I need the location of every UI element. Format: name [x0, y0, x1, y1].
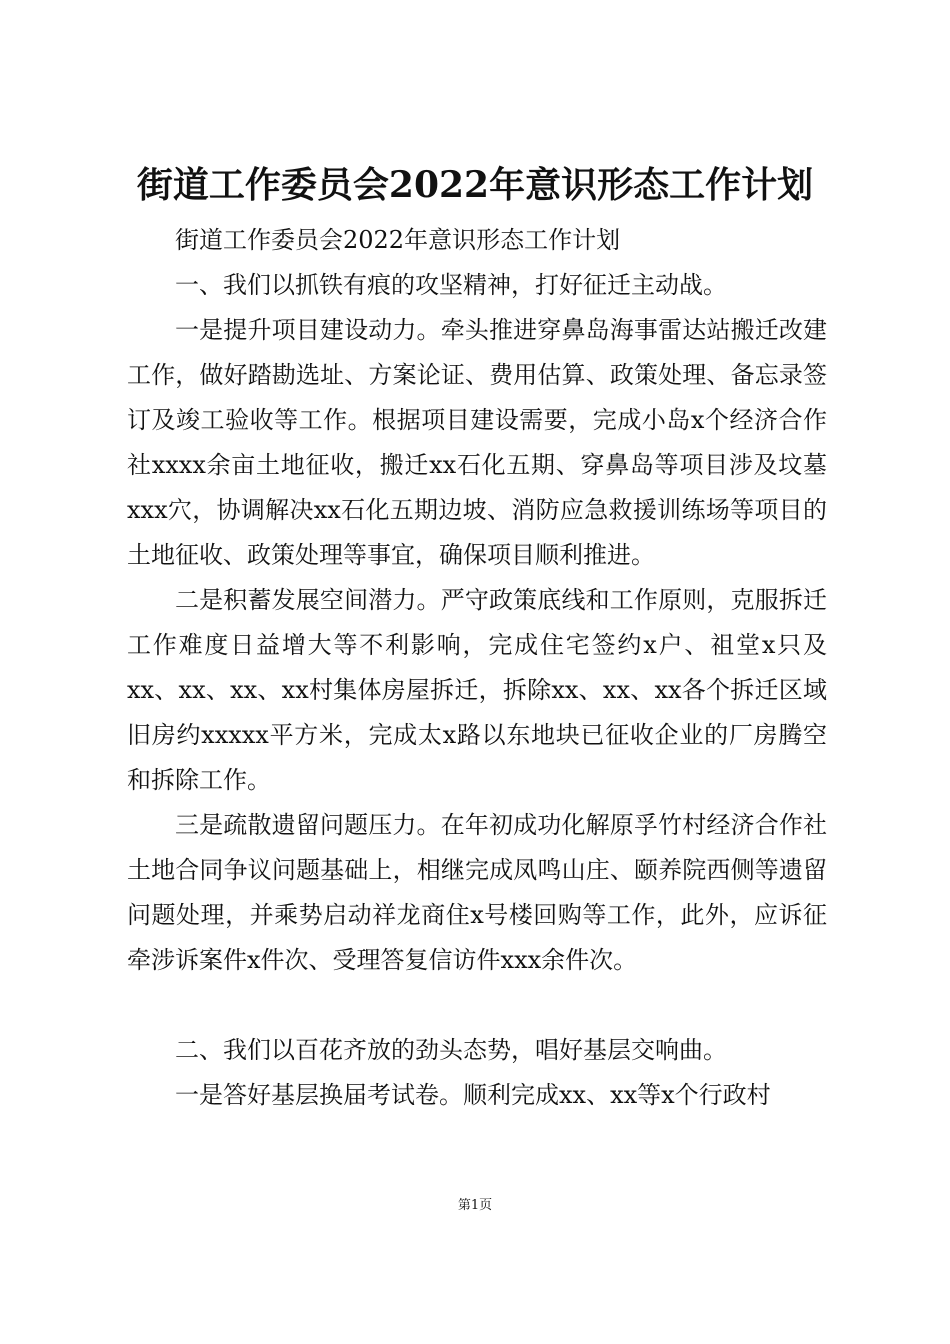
document-title: 街道工作委员会2022年意识形态工作计划 — [136, 164, 814, 206]
document-body — [127, 218, 827, 1118]
page-number: 第1页 — [457, 1198, 493, 1213]
paragraph-section-heading-2: 二、我们以百花齐放的劲头态势，唱好基层交响曲。 — [175, 1036, 727, 1064]
paragraph-item-4: 一是答好基层换届考试卷。顺利完成xx、xx等x个行政村 — [175, 1081, 771, 1109]
paragraph-item-2: 二是积蓄发展空间潜力。严守政策底线和工作原则，克服拆迁工作难度日益增大等不利影响，完成住宅签约x户、祖堂x只及xx、xx、xx、xx村集体房屋拆迁，拆除xx、xx、xx各个拆迁区域旧房约xxxxx平方米，完成太x路以东地块已征收企业的厂房腾空和拆除工作。 — [127, 586, 827, 794]
paragraph-item-1: 一是提升项目建设动力。牵头推进穿鼻岛海事雷达站搬迁改建工作，做好踏勘选址、方案论证、费用估算、政策处理、备忘录签订及竣工验收等工作。根据项目建设需要，完成小岛x个经济合作社xxxx余亩土地征收，搬迁xx石化五期、穿鼻岛等项目涉及坟墓xxx穴，协调解决xx石化五期边坡、消防应急救援训练场等项目的土地征收、政策处理等事宜，确保项目顺利推进。 — [127, 316, 827, 569]
paragraph-section-heading-1: 一、我们以抓铁有痕的攻坚精神，打好征迁主动战。 — [175, 271, 727, 299]
paragraph-item-3: 三是疏散遗留问题压力。在年初成功化解原孚竹村经济合作社土地合同争议问题基础上，相继完成凤鸣山庄、颐养院西侧等遗留问题处理，并乘势启动祥龙商住x号楼回购等工作，此外，应诉征牵涉诉案件x件次、受理答复信访件xxx余件次。 — [127, 811, 827, 974]
paragraph-subtitle: 街道工作委员会2022年意识形态工作计划 — [175, 226, 621, 254]
